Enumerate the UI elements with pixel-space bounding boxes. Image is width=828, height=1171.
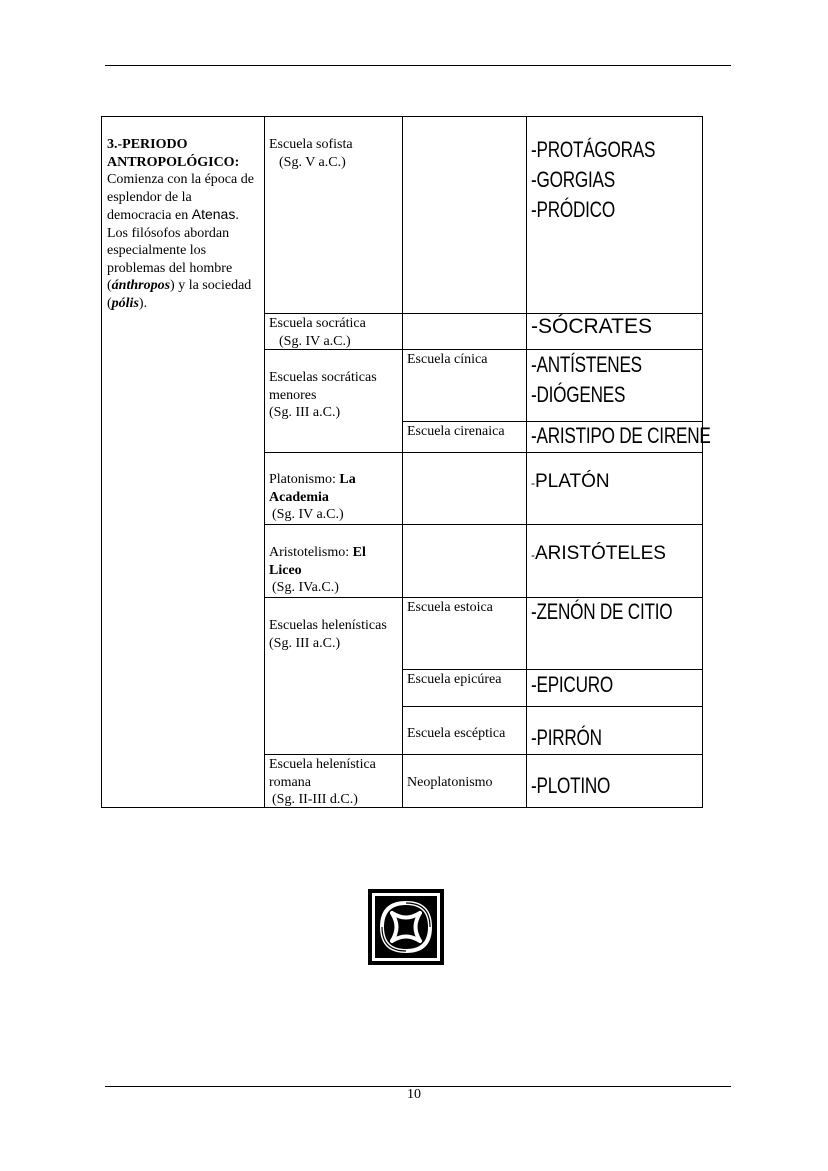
col-divider [526, 117, 527, 807]
philosopher-aristoteles [531, 542, 666, 567]
school-aristotelismo [269, 544, 399, 597]
school-name: Escuelas helenísticas [269, 618, 387, 633]
school-name: Escuela sofista [269, 137, 353, 152]
philosopher-zenon: -ZENÓN DE CITIO [531, 599, 673, 624]
col-divider [264, 117, 265, 807]
subschool-cirenaica: Escuela cirenaica [407, 424, 505, 439]
subschool-estoica: Escuela estoica [407, 600, 493, 615]
term-polis: pólis [111, 295, 139, 311]
philosopher-name: -ANTÍSTENES [531, 352, 642, 377]
school-prefix: Platonismo: [269, 472, 340, 487]
school-century: (Sg. IV a.C.) [279, 333, 351, 349]
school-name: Escuela helenística romana [269, 757, 376, 790]
philosophers-cinica [531, 350, 642, 410]
header-rule [105, 65, 731, 66]
philosopher-platon [531, 470, 610, 495]
subschool-esceptica: Escuela escéptica [407, 726, 506, 741]
period-text: Comienza con la época de esplendor de la democracia en [107, 172, 254, 223]
period-text: ). [138, 295, 148, 311]
page-number: 10 [407, 1087, 421, 1102]
row-divider [264, 524, 702, 525]
philosopher-name: -GORGIAS [531, 167, 615, 192]
school-menores [269, 369, 399, 422]
school-century: (Sg. III a.C.) [269, 405, 341, 420]
philosopher-name: -PRÓDICO [531, 197, 615, 222]
school-helenisticas [269, 617, 399, 652]
philosopher-epicuro: -EPICURO [531, 672, 614, 697]
school-prefix: Aristotelismo: [269, 545, 353, 560]
school-socratica [269, 315, 399, 350]
school-name: Escuela socrática [269, 316, 366, 331]
row-divider [264, 754, 702, 755]
philosopher-plotino: -PLOTINO [531, 773, 611, 798]
dash: - [531, 548, 535, 562]
philosopher-aristipo: -ARISTIPO DE CIRENE [531, 423, 711, 448]
philosophy-table [101, 116, 711, 808]
subschool-cinica: Escuela cínica [407, 352, 488, 367]
philosopher-name: -PROTÁGORAS [531, 137, 656, 162]
period-description [107, 136, 257, 312]
philosopher-name: PLATÓN [535, 471, 610, 492]
philosopher-name: -DIÓGENES [531, 382, 626, 407]
school-name: El Liceo [269, 545, 366, 578]
philosopher-socrates: -SÓCRATES [531, 315, 652, 338]
col-divider [402, 117, 403, 807]
philosopher-name: ARISTÓTELES [535, 543, 666, 564]
philosophers-sofista [531, 135, 655, 225]
term-anthropos: ánthropos [111, 278, 171, 293]
period-number: 3.- [107, 137, 123, 152]
row-divider [264, 452, 702, 453]
subschool-epicurea: Escuela epicúrea [407, 672, 502, 687]
row-divider [264, 313, 702, 314]
school-romana [269, 756, 399, 809]
school-century: (Sg. II-III d.C.) [272, 792, 358, 807]
subschool-neoplatonismo: Neoplatonismo [407, 775, 493, 790]
celtic-knot-icon [368, 889, 444, 965]
philosopher-pirron: -PIRRÓN [531, 725, 602, 750]
period-city: Atenas [191, 206, 236, 222]
dash: - [531, 476, 535, 490]
school-sofista [269, 136, 399, 171]
school-century: (Sg. V a.C.) [279, 154, 346, 170]
school-century: (Sg. III a.C.) [269, 635, 341, 651]
school-century: (Sg. IV a.C.) [272, 507, 344, 522]
period-title: PERIODO ANTROPOLÓGICO: [107, 137, 240, 170]
period-text: ) y la sociedad ( [107, 278, 252, 311]
school-century: (Sg. IVa.C.) [272, 580, 339, 595]
row-divider [402, 706, 702, 707]
school-name: La Academia [269, 472, 356, 505]
period-text: . Los filósofos abordan especialmente los problemas del hombre ( [107, 208, 239, 293]
school-platonismo [269, 471, 399, 524]
school-name: Escuelas socráticas menores [269, 370, 377, 403]
